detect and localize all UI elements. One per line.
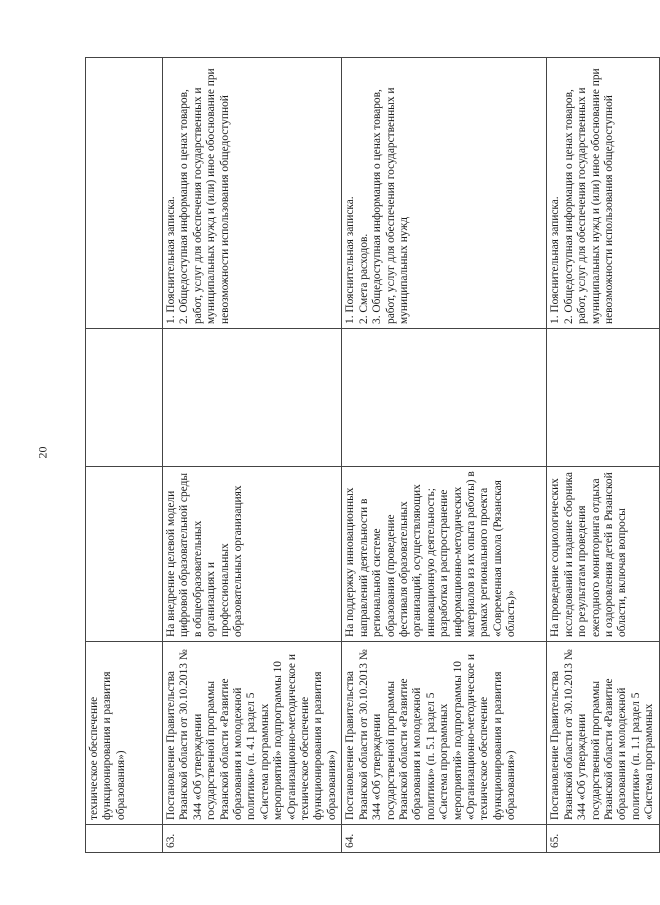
cell-empty <box>342 329 547 467</box>
cell-empty <box>163 329 342 467</box>
cell-documents <box>86 58 163 329</box>
cell-purpose <box>86 467 163 642</box>
page-number: 20 <box>35 446 50 459</box>
cell-purpose: На поддержку инновационных направлений деятельности в региональной системе образования (проведение фестиваля образовательных организаций, осуществляющих инновационную деятельность; разработка и распространение информационно-методических материалов из их опыта работы) в рамках регионального проекта «Современная школа (Рязанская область)» <box>342 467 547 642</box>
cell-documents <box>342 58 547 329</box>
cell-documents <box>547 58 659 329</box>
cell-program: Постановление Правительства Рязанской области от 30.10.2013 № 344 «Об утверждении государственной программы Рязанской области «Развитие образования и молодежной политики» (п. 1.1 раздел 5 «Система программных <box>547 642 659 825</box>
cell-empty <box>86 329 163 467</box>
table-row <box>547 58 659 853</box>
cell-program: Постановление Правительства Рязанской области от 30.10.2013 № 344 «Об утверждении государственной программы Рязанской области «Развитие образования и молодежной политики» (п. 5.1 раздел 5 «Система программных мероприятий» подпрограммы 10 «Организационно-методическое и техническое обеспечение функционирования и развития образования») <box>342 642 547 825</box>
cell-program: техническое обеспечение функционирования и развития образования») <box>86 642 163 825</box>
document-item: 2. Смета расходов. <box>357 233 370 324</box>
cell-num: 63. <box>163 825 342 853</box>
cell-num <box>86 825 163 853</box>
document-item: 1. Пояснительная записка. <box>165 196 177 324</box>
table-row <box>342 58 547 853</box>
cell-documents <box>163 58 342 329</box>
document-item: 2. Общедоступная информация о ценах товаров, работ, услуг для обеспечения государственных и муниципальных нужд и (или) иное обоснование при невозможности использования общедоступной <box>178 68 231 324</box>
cell-program: Постановление Правительства Рязанской области от 30.10.2013 № 344 «Об утверждении государственной программы Рязанской области «Развитие образования и молодежной политики» (п. 4.1 раздел 5 «Система программных мероприятий» подпрограммы 10 «Организационно-методическое и техническое обеспечение функционирования и развития образования») <box>163 642 342 825</box>
rotated-page <box>85 58 656 853</box>
cell-purpose: На проведение социологических исследований и издание сборника по результатам проведения ежегодного мониторинга отдыха и оздоровления детей в Рязанской области, включая вопросы <box>547 467 659 642</box>
document-item: 3. Общедоступная информация о ценах товаров, работ, услуг для обеспечения государственных и муниципальных нужд <box>371 87 410 324</box>
cell-num: 64. <box>342 825 547 853</box>
document-item: 2. Общедоступная информация о ценах товаров, работ, услуг для обеспечения государственных и муниципальных нужд и (или) иное обоснование при невозможности использования общедоступной <box>562 68 615 324</box>
table-row <box>163 58 342 853</box>
cell-empty <box>547 329 659 467</box>
cell-num: 65. <box>547 825 659 853</box>
document-item: 1. Пояснительная записка. <box>344 196 357 324</box>
cell-purpose: На внедрение целевой модели цифровой образовательной среды в общеобразовательных организациях и профессиональных образовательных организациях <box>163 467 342 642</box>
table-row-continuation <box>86 58 163 853</box>
documents-table <box>85 57 660 853</box>
document-item: 1. Пояснительная записка. <box>549 196 562 324</box>
